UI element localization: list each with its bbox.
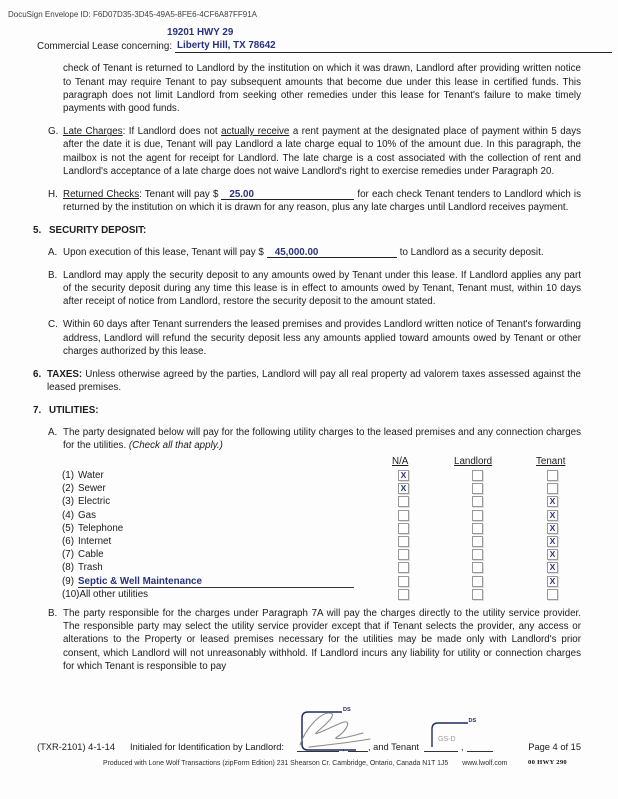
paragraph-text: The party responsible for the charges under Paragraph 7A will pay the charges directly to the utility service provider. The responsible party may select the utility service provider except that if Tenant selects the provider, any access or alterations to the Property or leased premises necessary for the utilities may be made only with Landlord's prior consent, which Landlord will not unreasonably withhold. If Landlord incurs any liability for utility or connection charges for which Tenant is responsible to pay xyxy=(63,607,581,672)
paragraph-text: to Landlord as a security deposit. xyxy=(399,246,544,258)
returned-checks-heading: Returned Checks xyxy=(63,189,140,201)
paragraph-text: Unless otherwise agreed by the parties, Landlord will pay all real property ad valorem taxes assessed against the leased premises. xyxy=(47,369,581,394)
docusign-envelope-id: DocuSign Envelope ID: F6D07D35-3D45-49A5-8FE6-4CF6A87FF91A xyxy=(8,10,258,19)
checkbox-allother-tenant[interactable] xyxy=(547,589,558,600)
paragraph-letter: G. xyxy=(48,126,59,138)
property-address-field[interactable] xyxy=(175,39,612,53)
lwolf-website: www.lwolf.com xyxy=(462,760,508,767)
paragraph-5b xyxy=(48,269,581,309)
section-title: UTILITIES: xyxy=(49,405,99,417)
page-number: Page 4 of 15 xyxy=(528,742,581,752)
comma-separator: , xyxy=(342,742,345,752)
paragraph-text: The party designated below will pay for the following utility charges to the leased premises and any connection charges for the utilities. xyxy=(63,426,581,451)
row-label: Internet xyxy=(78,536,112,548)
landlord-signature-scribble-icon xyxy=(300,713,370,747)
checkbox-sewer-landlord[interactable] xyxy=(472,483,483,494)
checkbox-septic-na[interactable] xyxy=(398,576,409,587)
checkbox-internet-landlord[interactable] xyxy=(472,536,483,547)
row-label: Water xyxy=(78,470,104,482)
paragraph-text: a rent payment at the designated place of payment within 5 days after the date it is due, Tenant will pay Landlord a late charge equal to 10% of the amount due. In this paragraph, the mailbox is not the agent for receipt for Landlord. The late charge is a cost associated with the collection of rent and Landlord's acceptance of a late charge does not waive Landlord's right to exercise remedies under Paragraph 20. xyxy=(63,126,581,177)
checkbox-trash-tenant[interactable]: X xyxy=(547,562,558,573)
tenant-initials-stamp[interactable] xyxy=(424,714,476,752)
row-label: Cable xyxy=(78,549,104,561)
comma-separator: , xyxy=(461,742,464,752)
tenant-initials-text: GS-D xyxy=(438,736,456,743)
row-label: All other utilities xyxy=(79,588,149,600)
property-address-line1: 19201 HWY 29 xyxy=(167,27,234,38)
checkbox-gas-tenant[interactable]: X xyxy=(547,510,558,521)
checkbox-gas-na[interactable] xyxy=(398,510,409,521)
row-number: (7) xyxy=(62,549,74,561)
checkbox-sewer-tenant[interactable] xyxy=(547,483,558,494)
checkbox-trash-landlord[interactable] xyxy=(472,562,483,573)
checkbox-gas-landlord[interactable] xyxy=(472,510,483,521)
late-charges-heading: Late Charges xyxy=(63,126,123,138)
checkbox-water-landlord[interactable] xyxy=(472,470,483,481)
utility-row-telephone xyxy=(62,522,581,535)
property-address-line2: Liberty Hill, TX 78642 xyxy=(177,40,276,52)
utility-row-trash xyxy=(62,561,581,574)
paragraph-letter: B. xyxy=(48,269,58,281)
row-number: (1) xyxy=(62,470,74,482)
paragraph-5c xyxy=(48,318,581,358)
security-deposit-field[interactable] xyxy=(267,246,397,258)
paragraph-text: for each check Tenant tenders to Landlord which is returned by the institution on which it is drawn for any reason, plus any late charges until Landlord receives payment. xyxy=(63,189,581,214)
utilities-table xyxy=(62,455,581,601)
row-label: Sewer xyxy=(78,483,106,495)
paragraph-text: check of Tenant is returned to Landlord by the institution on which it was drawn, Landlord after providing written notice to Tenant may require Tenant to pay subsequent amounts that become due under this lease in certified funds. This paragraph does not limit Landlord from seeking other remedies under this lease for Tenant's failure to make timely payments with good funds. xyxy=(63,63,581,115)
returned-check-fee-value: 25.00 xyxy=(229,189,254,201)
lease-header xyxy=(37,26,612,53)
checkbox-water-tenant[interactable] xyxy=(547,470,558,481)
row-number: (10) xyxy=(62,588,80,600)
checkbox-water-na[interactable]: X xyxy=(398,470,409,481)
produced-text: Produced with Lone Wolf Transactions (zipForm Edition) 231 Shearson Cr. Cambridge, Ontario, Canada N1T 1J5 xyxy=(103,760,449,767)
row-label: Telephone xyxy=(78,522,124,534)
paragraph-text: : Tenant will pay $ xyxy=(139,189,219,201)
section-number: 6. xyxy=(33,369,42,381)
checkbox-septic-landlord[interactable] xyxy=(472,576,483,587)
utility-row-gas xyxy=(62,509,581,522)
paragraph-7a xyxy=(48,426,581,452)
docusign-bracket-icon xyxy=(432,723,468,747)
returned-check-fee-field[interactable] xyxy=(221,188,354,200)
checkbox-allother-landlord[interactable] xyxy=(472,589,483,600)
check-all-note: (Check all that apply.) xyxy=(128,439,223,451)
checkbox-telephone-tenant[interactable]: X xyxy=(547,523,558,534)
document-reference: 00 HWY 290 xyxy=(528,759,568,766)
checkbox-allother-na[interactable] xyxy=(398,589,409,600)
initialed-label: Initialed for Identification by Landlord: xyxy=(130,742,285,752)
section-number: 7. xyxy=(33,405,42,417)
checkbox-telephone-na[interactable] xyxy=(398,523,409,534)
column-header-na: N/A xyxy=(392,456,409,468)
paragraph-text: Landlord may apply the security deposit to any amounts owed by Tenant under this lease. If Landlord applies any part of the security deposit during any time this lease is in effect to amounts owed by Tenant, Tenant must, within 10 days after receipt of notice from Landlord, restore the security deposit to the amount stated. xyxy=(63,269,581,308)
row-number: (4) xyxy=(62,509,74,521)
section-title: SECURITY DEPOSIT: xyxy=(49,225,147,237)
lease-concerning-label: Commercial Lease concerning: xyxy=(37,41,173,53)
paragraph-letter: A. xyxy=(48,246,58,258)
row-label: Electric xyxy=(78,496,111,508)
row-number: (3) xyxy=(62,496,74,508)
paragraph-text: Within 60 days after Tenant surrenders the leased premises and provides Landlord written notice of Tenant's forwarding address, Landlord will refund the security deposit less any amounts applied toward amounts owed by Tenant or other charges authorized by this lease. xyxy=(63,319,581,357)
paragraph-letter: H. xyxy=(48,189,58,201)
paragraph-late-charges xyxy=(48,125,581,178)
checkbox-telephone-landlord[interactable] xyxy=(472,523,483,534)
section-5-heading xyxy=(33,224,581,237)
checkbox-electric-na[interactable] xyxy=(398,496,409,507)
section-6-taxes xyxy=(33,368,581,394)
paragraph-7b xyxy=(48,607,581,673)
checkbox-internet-na[interactable] xyxy=(398,536,409,547)
checkbox-cable-landlord[interactable] xyxy=(472,549,483,560)
section-title: TAXES: xyxy=(47,369,83,381)
checkbox-sewer-na[interactable]: X xyxy=(398,483,409,494)
checkbox-cable-tenant[interactable]: X xyxy=(547,549,558,560)
row-number: (8) xyxy=(62,562,74,574)
row-label: Trash xyxy=(78,562,103,574)
paragraph-5a xyxy=(48,246,581,259)
row-number: (2) xyxy=(62,483,74,495)
checkbox-electric-landlord[interactable] xyxy=(472,496,483,507)
row-number: (9) xyxy=(62,575,74,587)
paragraph-text: : If Landlord does not xyxy=(122,126,222,138)
paragraph-4f-continuation xyxy=(63,62,581,115)
row-number: (6) xyxy=(62,536,74,548)
produced-by-line xyxy=(103,757,507,770)
paragraph-letter: A. xyxy=(48,426,58,438)
section-number: 5. xyxy=(33,225,42,237)
checkbox-cable-na[interactable] xyxy=(398,549,409,560)
paragraph-letter: B. xyxy=(48,607,58,619)
paragraph-letter: C. xyxy=(48,319,58,331)
utility-row-sewer xyxy=(62,482,581,495)
form-code: (TXR-2101) 4-1-14 xyxy=(37,742,116,752)
checkbox-electric-tenant[interactable]: X xyxy=(547,496,558,507)
lease-concerning-row xyxy=(37,39,612,53)
column-header-landlord: Landlord xyxy=(454,456,493,468)
checkbox-septic-tenant[interactable]: X xyxy=(547,576,558,587)
utility-row-water xyxy=(62,469,581,482)
section-7-heading xyxy=(33,404,581,417)
utility-row-all-other xyxy=(62,588,581,601)
paragraph-text: Upon execution of this lease, Tenant will pay $ xyxy=(63,246,264,258)
docusign-ds-label: DS xyxy=(468,718,476,724)
utility-row-cable xyxy=(62,548,581,561)
utility-row-internet xyxy=(62,535,581,548)
security-deposit-value: 45,000.00 xyxy=(274,246,319,258)
utility-row-electric xyxy=(62,495,581,508)
docusign-ds-label: DS xyxy=(343,707,351,713)
actually-receive-underlined: actually receive xyxy=(221,126,290,138)
checkbox-internet-tenant[interactable]: X xyxy=(547,536,558,547)
landlord-initials-stamp[interactable] xyxy=(292,702,377,756)
row-label: Gas xyxy=(78,509,96,521)
and-tenant-label: , and Tenant xyxy=(368,742,420,752)
septic-well-filled-field[interactable]: Septic & Well Maintenance xyxy=(78,575,354,588)
utility-row-septic-well xyxy=(62,575,581,588)
utilities-column-headers xyxy=(62,455,581,469)
row-number: (5) xyxy=(62,522,74,534)
column-header-tenant: Tenant xyxy=(536,456,566,468)
paragraph-returned-checks xyxy=(48,188,581,214)
checkbox-trash-na[interactable] xyxy=(398,562,409,573)
